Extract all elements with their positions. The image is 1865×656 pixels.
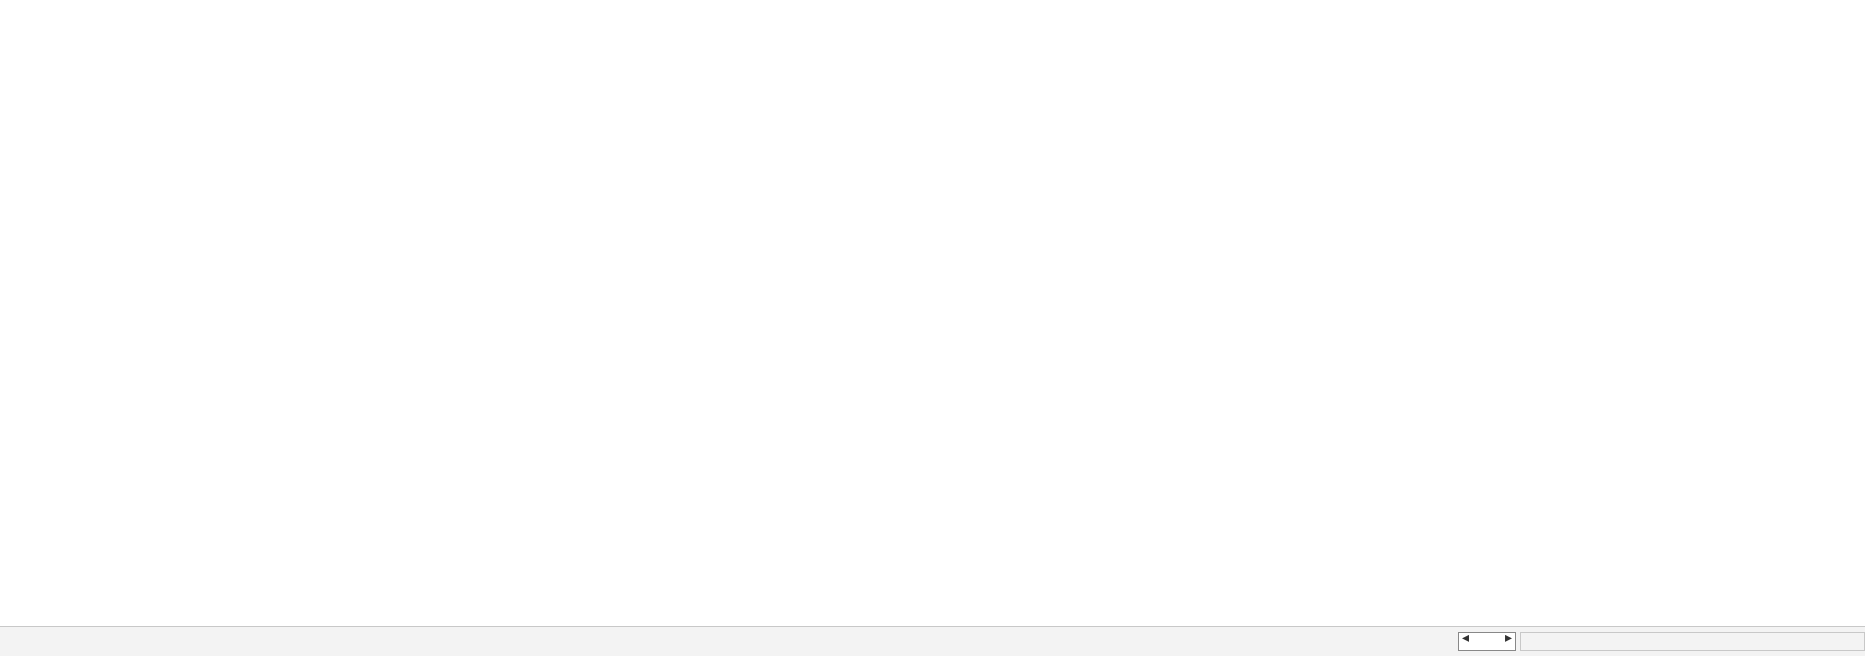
sheet-tab-bar: [0, 626, 1865, 656]
scroll-right-icon[interactable]: ▸: [1504, 629, 1512, 645]
scroll-left-icon[interactable]: ◂: [1462, 629, 1470, 645]
horizontal-scrollbar[interactable]: [1458, 629, 1516, 651]
scrollbar-track[interactable]: [1520, 632, 1865, 651]
